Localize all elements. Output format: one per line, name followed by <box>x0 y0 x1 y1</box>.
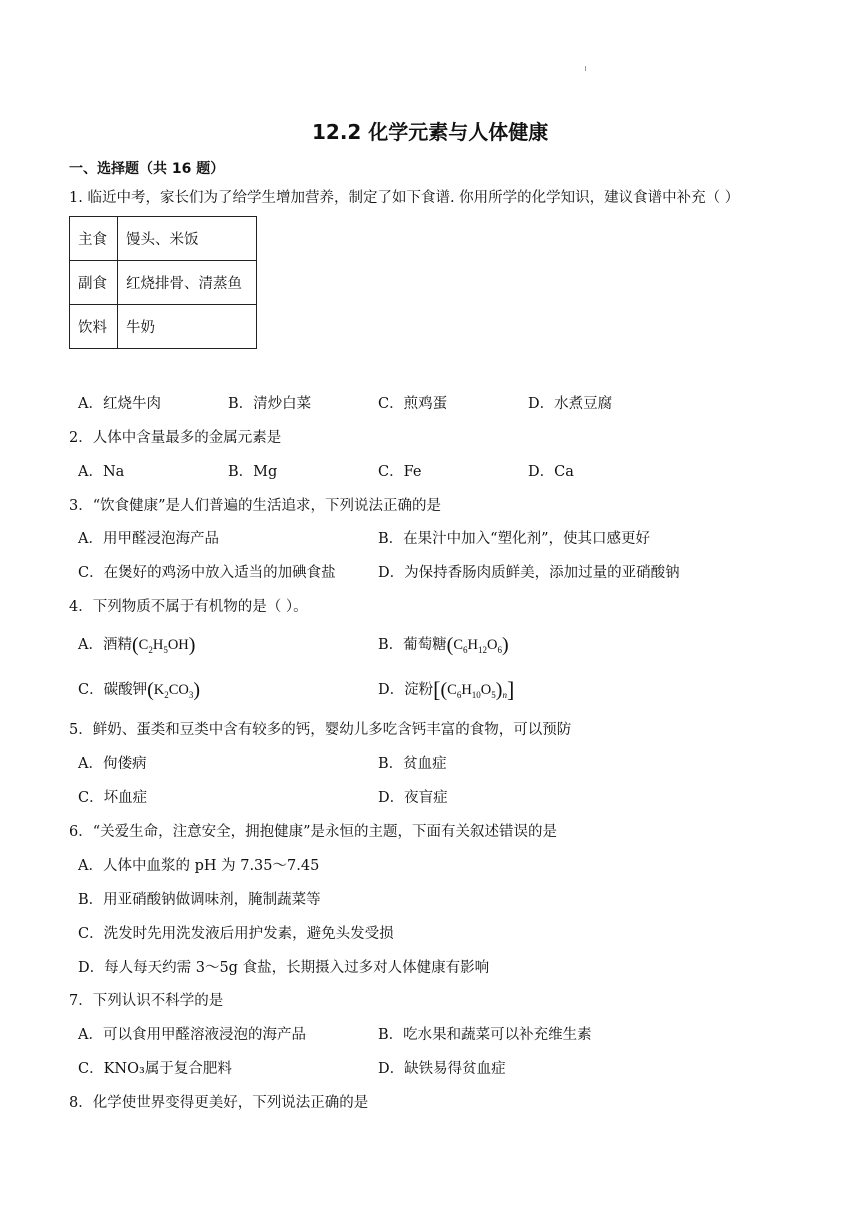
option-c: C．KNO₃属于复合肥料 <box>78 1061 232 1077</box>
question-4-stem: 4．下列物质不属于有机物的是（ ）。 <box>69 599 308 615</box>
table-row <box>70 217 257 261</box>
option-b-label: B．葡萄糖 <box>378 637 447 653</box>
question-5-stem: 5．鲜奶、蛋类和豆类中含有较多的钙，婴幼儿多吃含钙丰富的食物，可以预防 <box>69 722 572 738</box>
option-a: A．人体中血浆的 pH 为 7.35～7.45 <box>78 858 320 874</box>
ethanol-formula: $(C_2H_5OH)$ <box>131 634 196 656</box>
option-b: B．在果汁中加入“塑化剂”，使其口感更好 <box>378 531 650 547</box>
potassium-carbonate-formula: $(K_2CO_3)$ <box>147 679 201 701</box>
option-c-label: C．碳酸钾 <box>78 682 148 698</box>
option-c: C．Fe <box>378 464 422 480</box>
starch-formula: $[(C_6H_{10}O_5)_n]$ <box>433 677 515 702</box>
question-2-stem: 2．人体中含量最多的金属元素是 <box>69 430 282 446</box>
option-b: B．清炒白菜 <box>228 396 312 412</box>
table-cell: 红烧排骨、清蒸鱼 <box>118 261 257 305</box>
option-a: A．Na <box>78 464 125 480</box>
table-cell: 牛奶 <box>118 305 257 349</box>
table-cell: 主食 <box>70 217 118 261</box>
option-c: C．在煲好的鸡汤中放入适当的加碘食盐 <box>78 565 336 581</box>
section-heading: 一、选择题（共 16 题） <box>69 161 225 177</box>
option-d: D．每人每天约需 3～5g 食盐，长期摄入过多对人体健康有影响 <box>78 960 490 976</box>
option-c: C．煎鸡蛋 <box>378 396 448 412</box>
option-b: B．Mg <box>228 464 278 480</box>
option-d-label: D．淀粉 <box>378 682 434 698</box>
option-b: B．吃水果和蔬菜可以补充维生素 <box>378 1027 592 1043</box>
glucose-formula: $(C_6H_{12}O_6)$ <box>446 634 509 656</box>
option-a <box>78 635 195 660</box>
option-a: A．可以食用甲醛溶液浸泡的海产品 <box>78 1027 306 1043</box>
option-d: D．Ca <box>528 464 574 480</box>
table-cell: 副食 <box>70 261 118 305</box>
option-a: A．红烧牛肉 <box>78 396 161 412</box>
page-mark <box>585 66 586 71</box>
question-1-stem: 1. 临近中考，家长们为了给学生增加营养，制定了如下食谱. 你用所学的化学知识，建议食谱中补充（ ） <box>69 190 740 206</box>
option-d: D．水煮豆腐 <box>528 396 613 412</box>
question-3-stem: 3．“饮食健康”是人们普遍的生活追求，下列说法正确的是 <box>69 498 442 514</box>
question-8-stem: 8．化学使世界变得更美好，下列说法正确的是 <box>69 1095 369 1111</box>
option-d: D．夜盲症 <box>378 790 448 806</box>
question-6-stem: 6．“关爱生命，注意安全，拥抱健康”是永恒的主题，下面有关叙述错误的是 <box>69 824 558 840</box>
option-b <box>378 635 509 660</box>
page-title: 12.2 化学元素与人体健康 <box>312 120 549 144</box>
table-cell: 馒头、米饭 <box>118 217 257 261</box>
option-a-label: A．酒精 <box>78 637 132 653</box>
option-c: C．坏血症 <box>78 790 148 806</box>
table-row <box>70 305 257 349</box>
question-7-stem: 7．下列认识不科学的是 <box>69 993 224 1009</box>
option-c <box>78 680 200 705</box>
option-c: C．洗发时先用洗发液后用护发素，避免头发受损 <box>78 926 394 942</box>
option-a: A．佝偻病 <box>78 756 147 772</box>
option-b: B．用亚硝酸钠做调味剂，腌制蔬菜等 <box>78 892 321 908</box>
option-a: A．用甲醛浸泡海产品 <box>78 531 219 547</box>
menu-table <box>69 216 257 349</box>
table-cell: 饮料 <box>70 305 118 349</box>
option-d: D．为保持香肠肉质鲜美，添加过量的亚硝酸钠 <box>378 565 680 581</box>
option-d <box>378 677 515 705</box>
option-d: D．缺铁易得贫血症 <box>378 1061 506 1077</box>
option-b: B．贫血症 <box>378 756 447 772</box>
table-row <box>70 261 257 305</box>
